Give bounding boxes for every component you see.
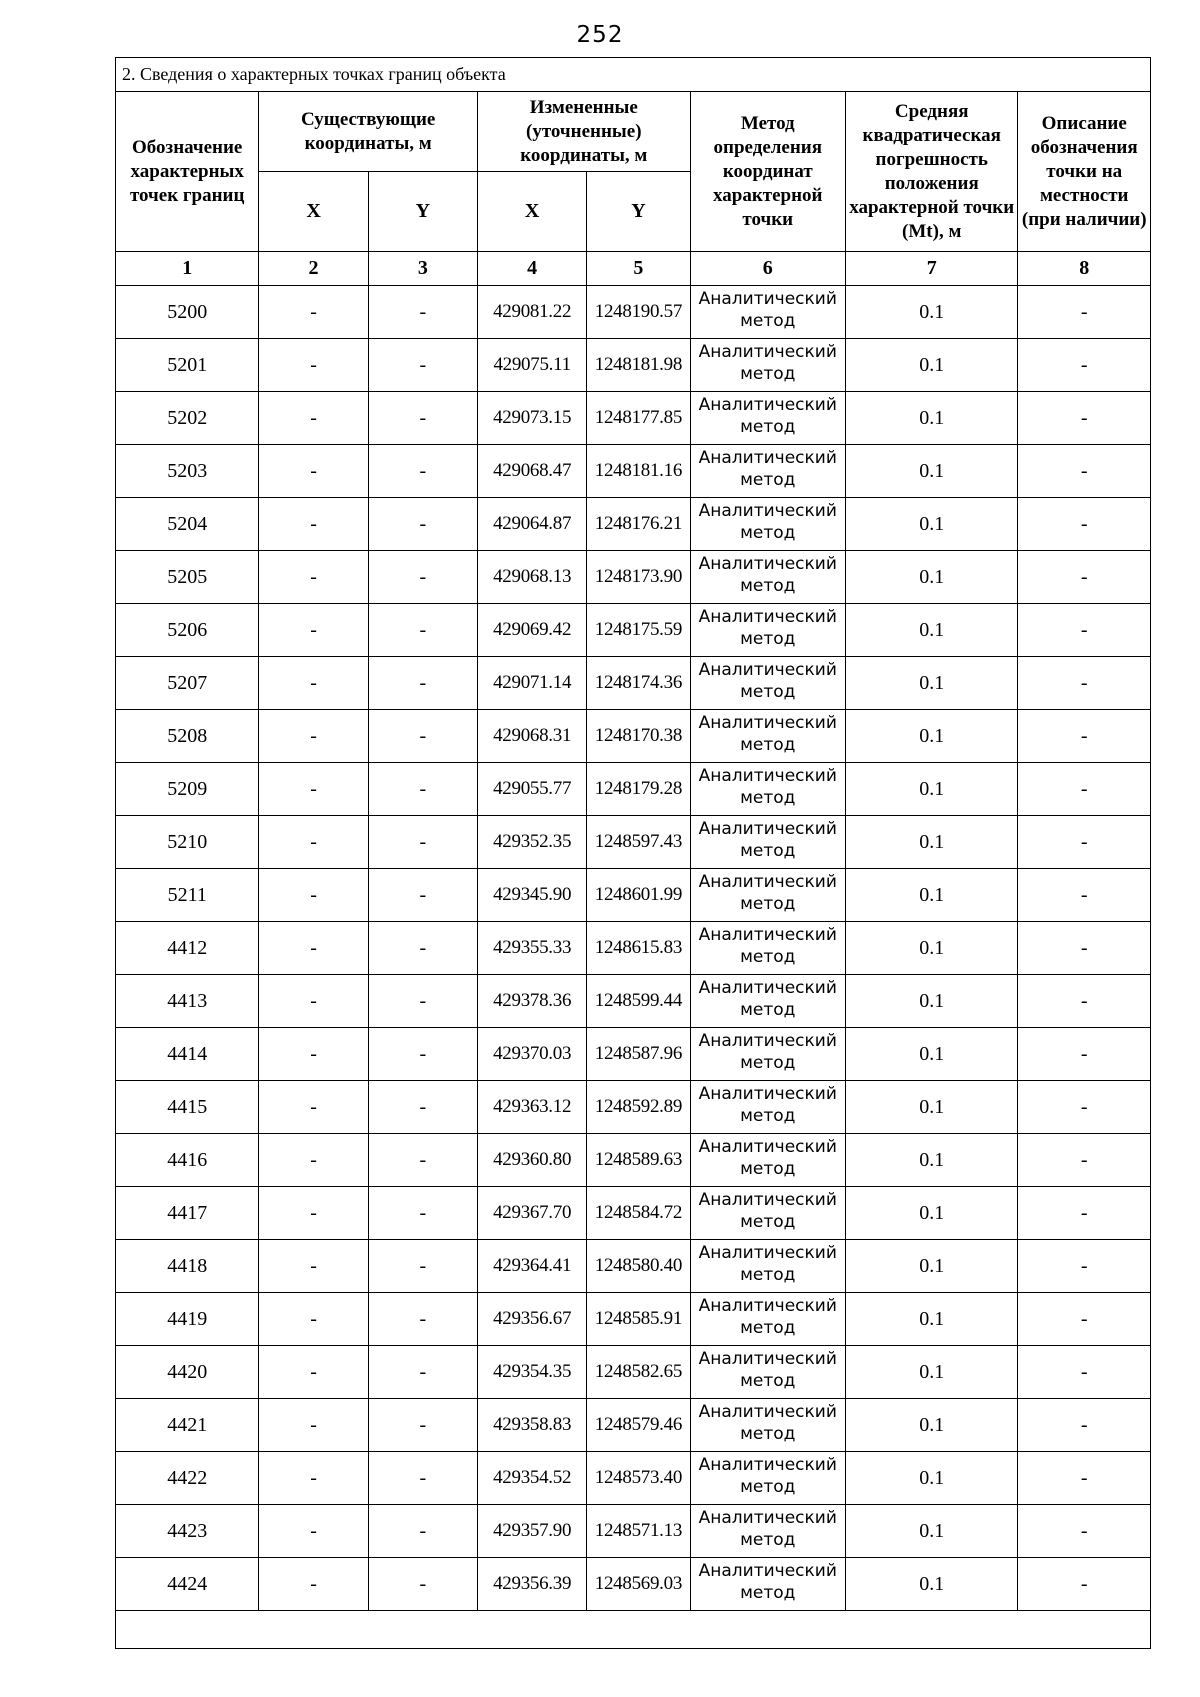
changed-y-cell: 1248177.85 bbox=[587, 392, 690, 445]
existing-y-cell: - bbox=[368, 816, 477, 869]
point-id-cell: 5205 bbox=[116, 551, 259, 604]
existing-y-cell: - bbox=[368, 1081, 477, 1134]
method-cell: Аналитический метод bbox=[690, 1558, 845, 1611]
existing-x-cell: - bbox=[259, 339, 368, 392]
description-cell: - bbox=[1018, 1028, 1151, 1081]
changed-x-cell: 429068.31 bbox=[477, 710, 586, 763]
changed-y-cell: 1248176.21 bbox=[587, 498, 690, 551]
description-cell: - bbox=[1018, 1187, 1151, 1240]
point-id-cell: 5211 bbox=[116, 869, 259, 922]
table-row bbox=[116, 1293, 1151, 1346]
table-row bbox=[116, 1134, 1151, 1187]
table-row bbox=[116, 1399, 1151, 1452]
existing-x-cell: - bbox=[259, 445, 368, 498]
error-cell: 0.1 bbox=[845, 604, 1017, 657]
existing-x-cell: - bbox=[259, 869, 368, 922]
description-cell: - bbox=[1018, 816, 1151, 869]
description-cell: - bbox=[1018, 710, 1151, 763]
changed-y-cell: 1248579.46 bbox=[587, 1399, 690, 1452]
changed-x-cell: 429064.87 bbox=[477, 498, 586, 551]
existing-y-cell: - bbox=[368, 1134, 477, 1187]
column-number: 1 bbox=[116, 252, 259, 286]
description-cell: - bbox=[1018, 1293, 1151, 1346]
method-cell: Аналитический метод bbox=[690, 1187, 845, 1240]
changed-y-cell: 1248589.63 bbox=[587, 1134, 690, 1187]
changed-x-cell: 429356.67 bbox=[477, 1293, 586, 1346]
description-cell: - bbox=[1018, 339, 1151, 392]
changed-x-cell: 429075.11 bbox=[477, 339, 586, 392]
description-cell: - bbox=[1018, 286, 1151, 339]
table-row bbox=[116, 1346, 1151, 1399]
table-row bbox=[116, 445, 1151, 498]
table-row bbox=[116, 975, 1151, 1028]
changed-x-cell: 429357.90 bbox=[477, 1505, 586, 1558]
table-row bbox=[116, 1240, 1151, 1293]
point-id-cell: 5202 bbox=[116, 392, 259, 445]
error-cell: 0.1 bbox=[845, 1028, 1017, 1081]
existing-x-cell: - bbox=[259, 657, 368, 710]
method-cell: Аналитический метод bbox=[690, 1081, 845, 1134]
error-cell: 0.1 bbox=[845, 975, 1017, 1028]
table-row bbox=[116, 816, 1151, 869]
existing-y-cell: - bbox=[368, 657, 477, 710]
changed-x-cell: 429364.41 bbox=[477, 1240, 586, 1293]
changed-x-cell: 429355.33 bbox=[477, 922, 586, 975]
method-cell: Аналитический метод bbox=[690, 763, 845, 816]
table-row bbox=[116, 922, 1151, 975]
existing-x-cell: - bbox=[259, 1505, 368, 1558]
point-id-cell: 4414 bbox=[116, 1028, 259, 1081]
column-number: 7 bbox=[845, 252, 1017, 286]
description-cell: - bbox=[1018, 498, 1151, 551]
table-footer-row bbox=[116, 1611, 1151, 1649]
error-cell: 0.1 bbox=[845, 1505, 1017, 1558]
changed-y-cell: 1248174.36 bbox=[587, 657, 690, 710]
existing-y-cell: - bbox=[368, 445, 477, 498]
boundary-points-table bbox=[115, 57, 1151, 1649]
point-id-cell: 5203 bbox=[116, 445, 259, 498]
changed-x-cell: 429367.70 bbox=[477, 1187, 586, 1240]
error-cell: 0.1 bbox=[845, 1293, 1017, 1346]
error-cell: 0.1 bbox=[845, 1081, 1017, 1134]
changed-y-cell: 1248585.91 bbox=[587, 1293, 690, 1346]
changed-x-cell: 429378.36 bbox=[477, 975, 586, 1028]
method-cell: Аналитический метод bbox=[690, 339, 845, 392]
table-caption: 2. Сведения о характерных точках границ объекта bbox=[116, 58, 1151, 92]
header-description: Описание обозначения точки на местности (при наличии) bbox=[1018, 92, 1151, 252]
header-changed-coordinates: Измененные (уточненные) координаты, м bbox=[477, 92, 690, 172]
table-row bbox=[116, 657, 1151, 710]
error-cell: 0.1 bbox=[845, 286, 1017, 339]
method-cell: Аналитический метод bbox=[690, 286, 845, 339]
changed-x-cell: 429068.47 bbox=[477, 445, 586, 498]
description-cell: - bbox=[1018, 1081, 1151, 1134]
table-row bbox=[116, 604, 1151, 657]
changed-y-cell: 1248615.83 bbox=[587, 922, 690, 975]
table-row bbox=[116, 869, 1151, 922]
changed-x-cell: 429068.13 bbox=[477, 551, 586, 604]
description-cell: - bbox=[1018, 1134, 1151, 1187]
point-id-cell: 4417 bbox=[116, 1187, 259, 1240]
point-id-cell: 4424 bbox=[116, 1558, 259, 1611]
existing-x-cell: - bbox=[259, 1293, 368, 1346]
method-cell: Аналитический метод bbox=[690, 1293, 845, 1346]
existing-y-cell: - bbox=[368, 763, 477, 816]
changed-x-cell: 429354.35 bbox=[477, 1346, 586, 1399]
method-cell: Аналитический метод bbox=[690, 445, 845, 498]
header-changed-y: Y bbox=[587, 172, 690, 252]
error-cell: 0.1 bbox=[845, 1134, 1017, 1187]
column-number: 8 bbox=[1018, 252, 1151, 286]
existing-y-cell: - bbox=[368, 392, 477, 445]
changed-y-cell: 1248601.99 bbox=[587, 869, 690, 922]
changed-x-cell: 429358.83 bbox=[477, 1399, 586, 1452]
changed-y-cell: 1248580.40 bbox=[587, 1240, 690, 1293]
description-cell: - bbox=[1018, 1558, 1151, 1611]
existing-y-cell: - bbox=[368, 551, 477, 604]
existing-y-cell: - bbox=[368, 710, 477, 763]
description-cell: - bbox=[1018, 392, 1151, 445]
existing-y-cell: - bbox=[368, 1452, 477, 1505]
method-cell: Аналитический метод bbox=[690, 816, 845, 869]
point-id-cell: 4423 bbox=[116, 1505, 259, 1558]
column-number: 5 bbox=[587, 252, 690, 286]
table-row bbox=[116, 1558, 1151, 1611]
table-row bbox=[116, 763, 1151, 816]
error-cell: 0.1 bbox=[845, 498, 1017, 551]
point-id-cell: 5201 bbox=[116, 339, 259, 392]
method-cell: Аналитический метод bbox=[690, 922, 845, 975]
empty-footer-cell bbox=[116, 1611, 1151, 1649]
existing-x-cell: - bbox=[259, 816, 368, 869]
existing-y-cell: - bbox=[368, 975, 477, 1028]
table-row bbox=[116, 392, 1151, 445]
error-cell: 0.1 bbox=[845, 1346, 1017, 1399]
existing-y-cell: - bbox=[368, 1293, 477, 1346]
point-id-cell: 5200 bbox=[116, 286, 259, 339]
point-id-cell: 5208 bbox=[116, 710, 259, 763]
existing-x-cell: - bbox=[259, 922, 368, 975]
existing-y-cell: - bbox=[368, 339, 477, 392]
error-cell: 0.1 bbox=[845, 1558, 1017, 1611]
existing-x-cell: - bbox=[259, 710, 368, 763]
changed-y-cell: 1248571.13 bbox=[587, 1505, 690, 1558]
point-id-cell: 4415 bbox=[116, 1081, 259, 1134]
method-cell: Аналитический метод bbox=[690, 1399, 845, 1452]
existing-x-cell: - bbox=[259, 1346, 368, 1399]
point-id-cell: 5210 bbox=[116, 816, 259, 869]
description-cell: - bbox=[1018, 551, 1151, 604]
description-cell: - bbox=[1018, 1505, 1151, 1558]
changed-x-cell: 429370.03 bbox=[477, 1028, 586, 1081]
method-cell: Аналитический метод bbox=[690, 1346, 845, 1399]
error-cell: 0.1 bbox=[845, 339, 1017, 392]
description-cell: - bbox=[1018, 922, 1151, 975]
point-id-cell: 4419 bbox=[116, 1293, 259, 1346]
existing-x-cell: - bbox=[259, 498, 368, 551]
column-number: 4 bbox=[477, 252, 586, 286]
changed-y-cell: 1248587.96 bbox=[587, 1028, 690, 1081]
description-cell: - bbox=[1018, 445, 1151, 498]
changed-y-cell: 1248170.38 bbox=[587, 710, 690, 763]
table-row bbox=[116, 1505, 1151, 1558]
changed-x-cell: 429055.77 bbox=[477, 763, 586, 816]
changed-x-cell: 429345.90 bbox=[477, 869, 586, 922]
method-cell: Аналитический метод bbox=[690, 1134, 845, 1187]
changed-y-cell: 1248179.28 bbox=[587, 763, 690, 816]
table-row bbox=[116, 498, 1151, 551]
point-id-cell: 4420 bbox=[116, 1346, 259, 1399]
point-id-cell: 4421 bbox=[116, 1399, 259, 1452]
description-cell: - bbox=[1018, 869, 1151, 922]
changed-y-cell: 1248599.44 bbox=[587, 975, 690, 1028]
method-cell: Аналитический метод bbox=[690, 869, 845, 922]
header-changed-x: X bbox=[477, 172, 586, 252]
existing-x-cell: - bbox=[259, 392, 368, 445]
changed-y-cell: 1248181.16 bbox=[587, 445, 690, 498]
existing-x-cell: - bbox=[259, 1240, 368, 1293]
changed-x-cell: 429363.12 bbox=[477, 1081, 586, 1134]
method-cell: Аналитический метод bbox=[690, 1505, 845, 1558]
changed-y-cell: 1248597.43 bbox=[587, 816, 690, 869]
error-cell: 0.1 bbox=[845, 710, 1017, 763]
error-cell: 0.1 bbox=[845, 922, 1017, 975]
description-cell: - bbox=[1018, 657, 1151, 710]
existing-x-cell: - bbox=[259, 763, 368, 816]
changed-y-cell: 1248175.59 bbox=[587, 604, 690, 657]
existing-y-cell: - bbox=[368, 922, 477, 975]
existing-y-cell: - bbox=[368, 1028, 477, 1081]
column-number-row bbox=[116, 252, 1151, 286]
description-cell: - bbox=[1018, 604, 1151, 657]
table-row bbox=[116, 1187, 1151, 1240]
changed-x-cell: 429069.42 bbox=[477, 604, 586, 657]
point-id-cell: 4413 bbox=[116, 975, 259, 1028]
point-id-cell: 4418 bbox=[116, 1240, 259, 1293]
existing-x-cell: - bbox=[259, 1028, 368, 1081]
error-cell: 0.1 bbox=[845, 445, 1017, 498]
existing-y-cell: - bbox=[368, 1346, 477, 1399]
existing-x-cell: - bbox=[259, 1452, 368, 1505]
point-id-cell: 4422 bbox=[116, 1452, 259, 1505]
existing-y-cell: - bbox=[368, 1505, 477, 1558]
existing-x-cell: - bbox=[259, 1399, 368, 1452]
changed-y-cell: 1248584.72 bbox=[587, 1187, 690, 1240]
changed-y-cell: 1248569.03 bbox=[587, 1558, 690, 1611]
existing-y-cell: - bbox=[368, 1558, 477, 1611]
description-cell: - bbox=[1018, 1452, 1151, 1505]
table-row bbox=[116, 1081, 1151, 1134]
table-row bbox=[116, 1028, 1151, 1081]
error-cell: 0.1 bbox=[845, 1187, 1017, 1240]
changed-y-cell: 1248592.89 bbox=[587, 1081, 690, 1134]
existing-y-cell: - bbox=[368, 1187, 477, 1240]
error-cell: 0.1 bbox=[845, 1399, 1017, 1452]
existing-x-cell: - bbox=[259, 1558, 368, 1611]
existing-y-cell: - bbox=[368, 869, 477, 922]
point-id-cell: 5207 bbox=[116, 657, 259, 710]
table-row bbox=[116, 551, 1151, 604]
method-cell: Аналитический метод bbox=[690, 498, 845, 551]
method-cell: Аналитический метод bbox=[690, 1452, 845, 1505]
existing-x-cell: - bbox=[259, 1134, 368, 1187]
changed-y-cell: 1248173.90 bbox=[587, 551, 690, 604]
table-row bbox=[116, 710, 1151, 763]
description-cell: - bbox=[1018, 1240, 1151, 1293]
changed-x-cell: 429073.15 bbox=[477, 392, 586, 445]
existing-y-cell: - bbox=[368, 286, 477, 339]
existing-y-cell: - bbox=[368, 1399, 477, 1452]
changed-x-cell: 429352.35 bbox=[477, 816, 586, 869]
error-cell: 0.1 bbox=[845, 657, 1017, 710]
point-id-cell: 5204 bbox=[116, 498, 259, 551]
changed-x-cell: 429071.14 bbox=[477, 657, 586, 710]
point-id-cell: 5206 bbox=[116, 604, 259, 657]
existing-y-cell: - bbox=[368, 1240, 477, 1293]
method-cell: Аналитический метод bbox=[690, 657, 845, 710]
description-cell: - bbox=[1018, 1399, 1151, 1452]
header-existing-y: Y bbox=[368, 172, 477, 252]
method-cell: Аналитический метод bbox=[690, 392, 845, 445]
table-row bbox=[116, 286, 1151, 339]
existing-x-cell: - bbox=[259, 1081, 368, 1134]
changed-x-cell: 429356.39 bbox=[477, 1558, 586, 1611]
error-cell: 0.1 bbox=[845, 1452, 1017, 1505]
changed-x-cell: 429360.80 bbox=[477, 1134, 586, 1187]
changed-y-cell: 1248190.57 bbox=[587, 286, 690, 339]
column-number: 2 bbox=[259, 252, 368, 286]
error-cell: 0.1 bbox=[845, 869, 1017, 922]
header-existing-coordinates: Существующие координаты, м bbox=[259, 92, 478, 172]
method-cell: Аналитический метод bbox=[690, 551, 845, 604]
existing-x-cell: - bbox=[259, 286, 368, 339]
method-cell: Аналитический метод bbox=[690, 710, 845, 763]
column-number: 6 bbox=[690, 252, 845, 286]
point-id-cell: 5209 bbox=[116, 763, 259, 816]
existing-x-cell: - bbox=[259, 975, 368, 1028]
changed-y-cell: 1248181.98 bbox=[587, 339, 690, 392]
existing-x-cell: - bbox=[259, 1187, 368, 1240]
description-cell: - bbox=[1018, 763, 1151, 816]
method-cell: Аналитический метод bbox=[690, 975, 845, 1028]
header-method: Метод определения координат характерной точки bbox=[690, 92, 845, 252]
method-cell: Аналитический метод bbox=[690, 604, 845, 657]
error-cell: 0.1 bbox=[845, 763, 1017, 816]
existing-y-cell: - bbox=[368, 604, 477, 657]
existing-y-cell: - bbox=[368, 498, 477, 551]
table-row bbox=[116, 1452, 1151, 1505]
method-cell: Аналитический метод bbox=[690, 1240, 845, 1293]
header-existing-x: X bbox=[259, 172, 368, 252]
column-number: 3 bbox=[368, 252, 477, 286]
header-error: Средняя квадратическая погрешность положения характерной точки (Mt), м bbox=[845, 92, 1017, 252]
error-cell: 0.1 bbox=[845, 551, 1017, 604]
existing-x-cell: - bbox=[259, 551, 368, 604]
changed-x-cell: 429081.22 bbox=[477, 286, 586, 339]
header-designation: Обозначение характерных точек границ bbox=[116, 92, 259, 252]
page-number: 252 bbox=[576, 22, 624, 48]
description-cell: - bbox=[1018, 975, 1151, 1028]
description-cell: - bbox=[1018, 1346, 1151, 1399]
table-row bbox=[116, 339, 1151, 392]
table-body bbox=[116, 286, 1151, 1611]
changed-x-cell: 429354.52 bbox=[477, 1452, 586, 1505]
changed-y-cell: 1248582.65 bbox=[587, 1346, 690, 1399]
point-id-cell: 4416 bbox=[116, 1134, 259, 1187]
changed-y-cell: 1248573.40 bbox=[587, 1452, 690, 1505]
method-cell: Аналитический метод bbox=[690, 1028, 845, 1081]
error-cell: 0.1 bbox=[845, 392, 1017, 445]
error-cell: 0.1 bbox=[845, 816, 1017, 869]
point-id-cell: 4412 bbox=[116, 922, 259, 975]
error-cell: 0.1 bbox=[845, 1240, 1017, 1293]
existing-x-cell: - bbox=[259, 604, 368, 657]
